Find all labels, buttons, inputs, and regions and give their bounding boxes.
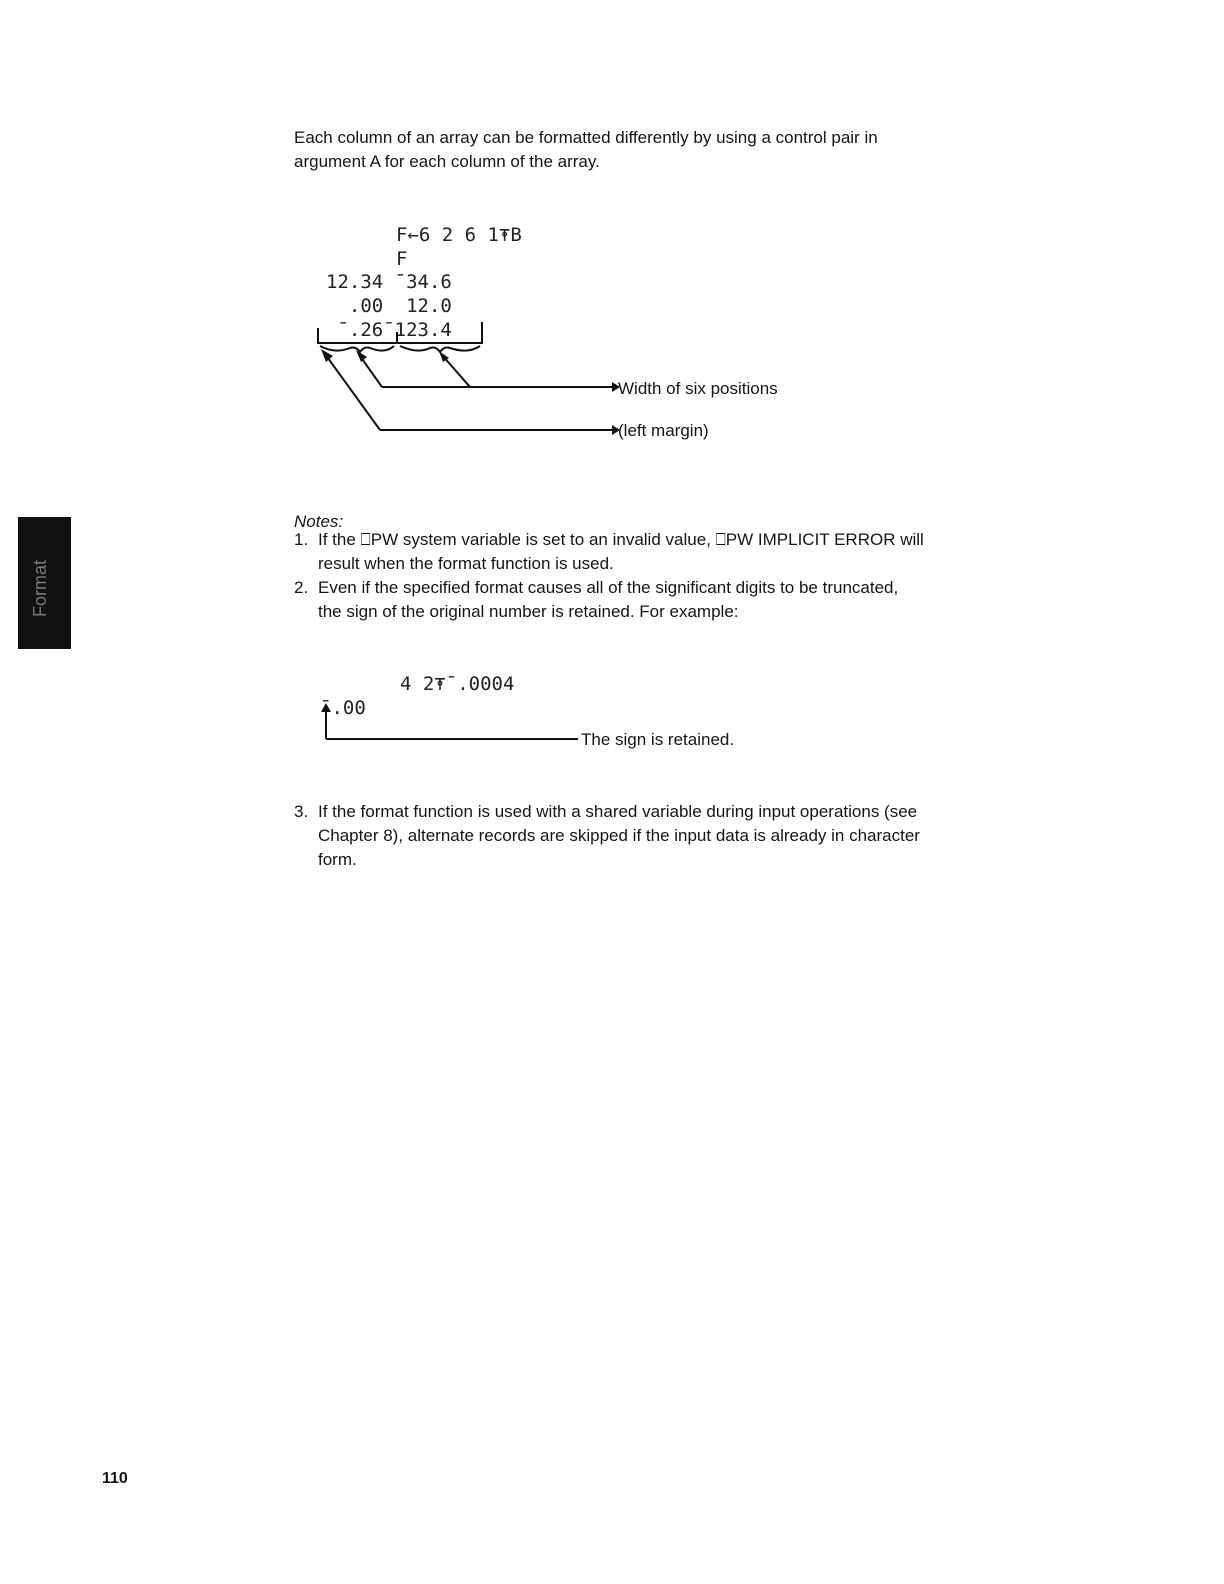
callout-width: Width of six positions [618, 379, 778, 398]
note-line: result when the format function is used. [318, 554, 614, 573]
callout-sign-retained: The sign is retained. [581, 730, 735, 749]
note-item-2 [294, 576, 984, 624]
code-line-assign: F←6 2 6 1⍕B [396, 224, 522, 246]
note-number: 2. [294, 578, 309, 597]
thumb-tab-label: Format [30, 559, 50, 617]
note-line: If the format function is used with a shared variable during input operations (see [318, 802, 918, 821]
callout-left-margin: (left margin) [618, 421, 709, 440]
note-line: If the ⎕PW system variable is set to an invalid value, ⎕PW IMPLICIT ERROR will [318, 530, 924, 549]
note-number: 3. [294, 802, 309, 821]
page-number: 110 [102, 1470, 128, 1487]
intro-line-2: argument A for each column of the array. [294, 152, 600, 171]
note-item-1 [294, 528, 984, 576]
code-line-name: F [396, 248, 408, 270]
code-example-input: 4 2⍕¯.0004 [400, 673, 515, 695]
code-output-row-3: ¯.26¯123.4 [326, 319, 452, 341]
code-output-row-1: 12.34 ¯34.6 [326, 271, 452, 293]
note-line: Even if the specified format causes all of the significant digits to be truncated, [318, 578, 899, 597]
code-output-row-2: .00 12.0 [326, 295, 452, 317]
note-number: 1. [294, 530, 309, 549]
code-example-output: ¯.00 [320, 697, 366, 719]
notes-label: Notes: [294, 512, 344, 531]
note-item-3 [294, 800, 984, 872]
section-thumb-tab [18, 517, 71, 649]
note-line: Chapter 8), alternate records are skipped if the input data is already in character [318, 826, 920, 845]
note-line: form. [318, 850, 357, 869]
intro-line-1: Each column of an array can be formatted differently by using a control pair in [294, 128, 878, 147]
note-line: the sign of the original number is retained. For example: [318, 602, 739, 621]
